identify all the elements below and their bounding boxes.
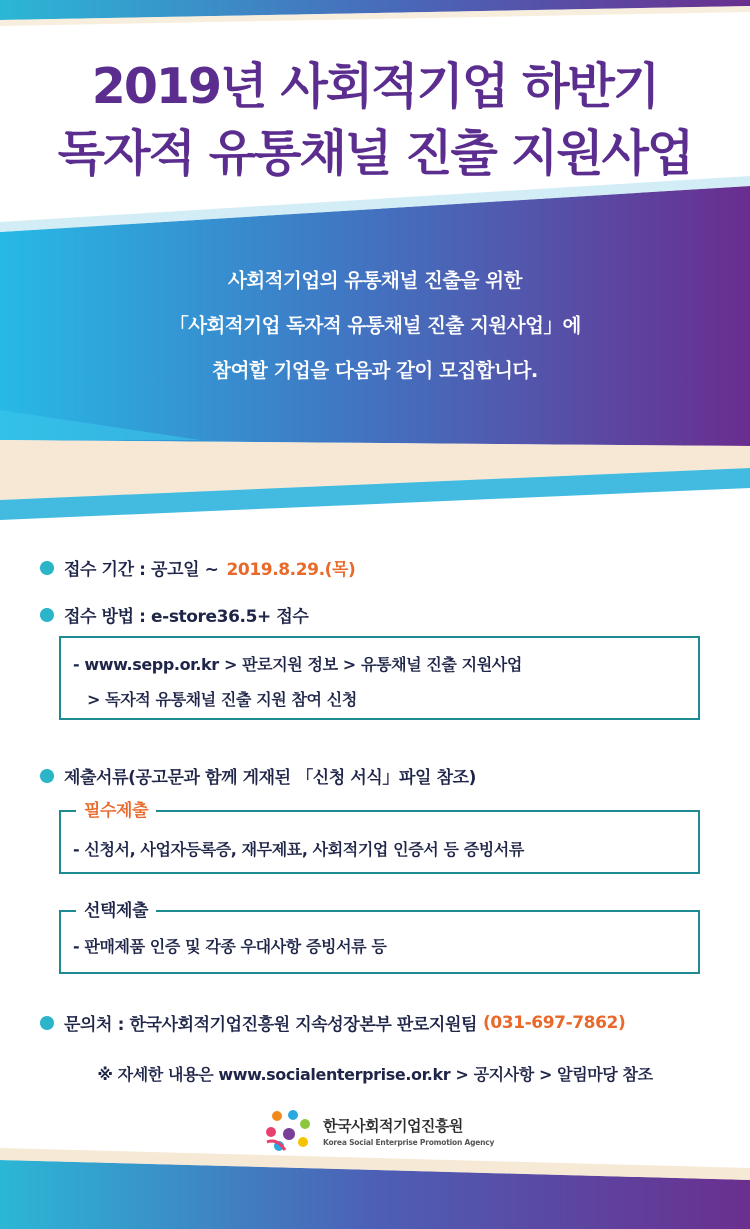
bullet-dot-icon <box>40 561 54 575</box>
contact-phone: (031-697-7862) <box>483 1012 626 1033</box>
intro-line1: 사회적기업의 유통채널 진출을 위한 <box>228 269 522 292</box>
intro-line2: 「사회적기업 독자적 유통채널 진출 지원사업」에 <box>169 314 581 337</box>
agency-name-en: Korea Social Enterprise Promotion Agency <box>323 1138 495 1147</box>
method-path-box <box>59 636 700 720</box>
bullet-dot-icon <box>40 769 54 783</box>
intro-text <box>0 258 750 393</box>
agency-logo <box>263 1108 494 1154</box>
period-item <box>40 555 355 580</box>
page-title-line2: 독자적 유통채널 진출 지원사업 <box>57 125 693 182</box>
method-item <box>40 602 308 627</box>
required-docs-title: 필수제출 <box>76 800 156 822</box>
bullet-dot-icon <box>40 1016 54 1030</box>
agency-logo-text <box>323 1115 494 1147</box>
documents-label: 제출서류(공고문과 함께 게재된 「신청 서식」파일 참조) <box>64 768 476 788</box>
method-path-line1: - www.sepp.or.kr > 판로지원 정보 > 유통채널 진출 지원사업 <box>73 655 522 674</box>
method-path-line2: > 독자적 유통채널 진출 지원 참여 신청 <box>87 690 357 709</box>
bullet-dot-icon <box>40 608 54 622</box>
required-docs-box <box>59 801 700 874</box>
agency-name-ko: 한국사회적기업진흥원 <box>323 1117 463 1135</box>
optional-docs-text: - 판매제품 인증 및 각종 우대사항 증빙서류 등 <box>73 937 387 956</box>
page-title-line1: 2019년 사회적기업 하반기 <box>91 58 659 115</box>
required-docs-text: - 신청서, 사업자등록증, 재무제표, 사회적기업 인증서 등 증빙서류 <box>73 840 524 859</box>
optional-docs-box <box>59 901 700 974</box>
reference-note: ※ 자세한 내용은 www.socialenterprise.or.kr > 공지사항 > 알림마당 참조 <box>97 1065 653 1084</box>
optional-docs-title: 선택제출 <box>76 900 156 922</box>
documents-item <box>40 763 476 788</box>
period-date: 2019.8.29.(목) <box>226 560 356 580</box>
intro-line3: 참여할 기업을 다음과 같이 모집합니다. <box>212 359 538 382</box>
agency-logo-icon <box>263 1108 315 1154</box>
period-label: 접수 기간 : 공고일 ~ <box>64 560 219 580</box>
method-label: 접수 방법 : e-store36.5+ 접수 <box>64 607 309 627</box>
contact-item <box>40 1010 625 1035</box>
contact-label: 문의처 : 한국사회적기업진흥원 지속성장본부 판로지원팀 <box>64 1015 477 1035</box>
